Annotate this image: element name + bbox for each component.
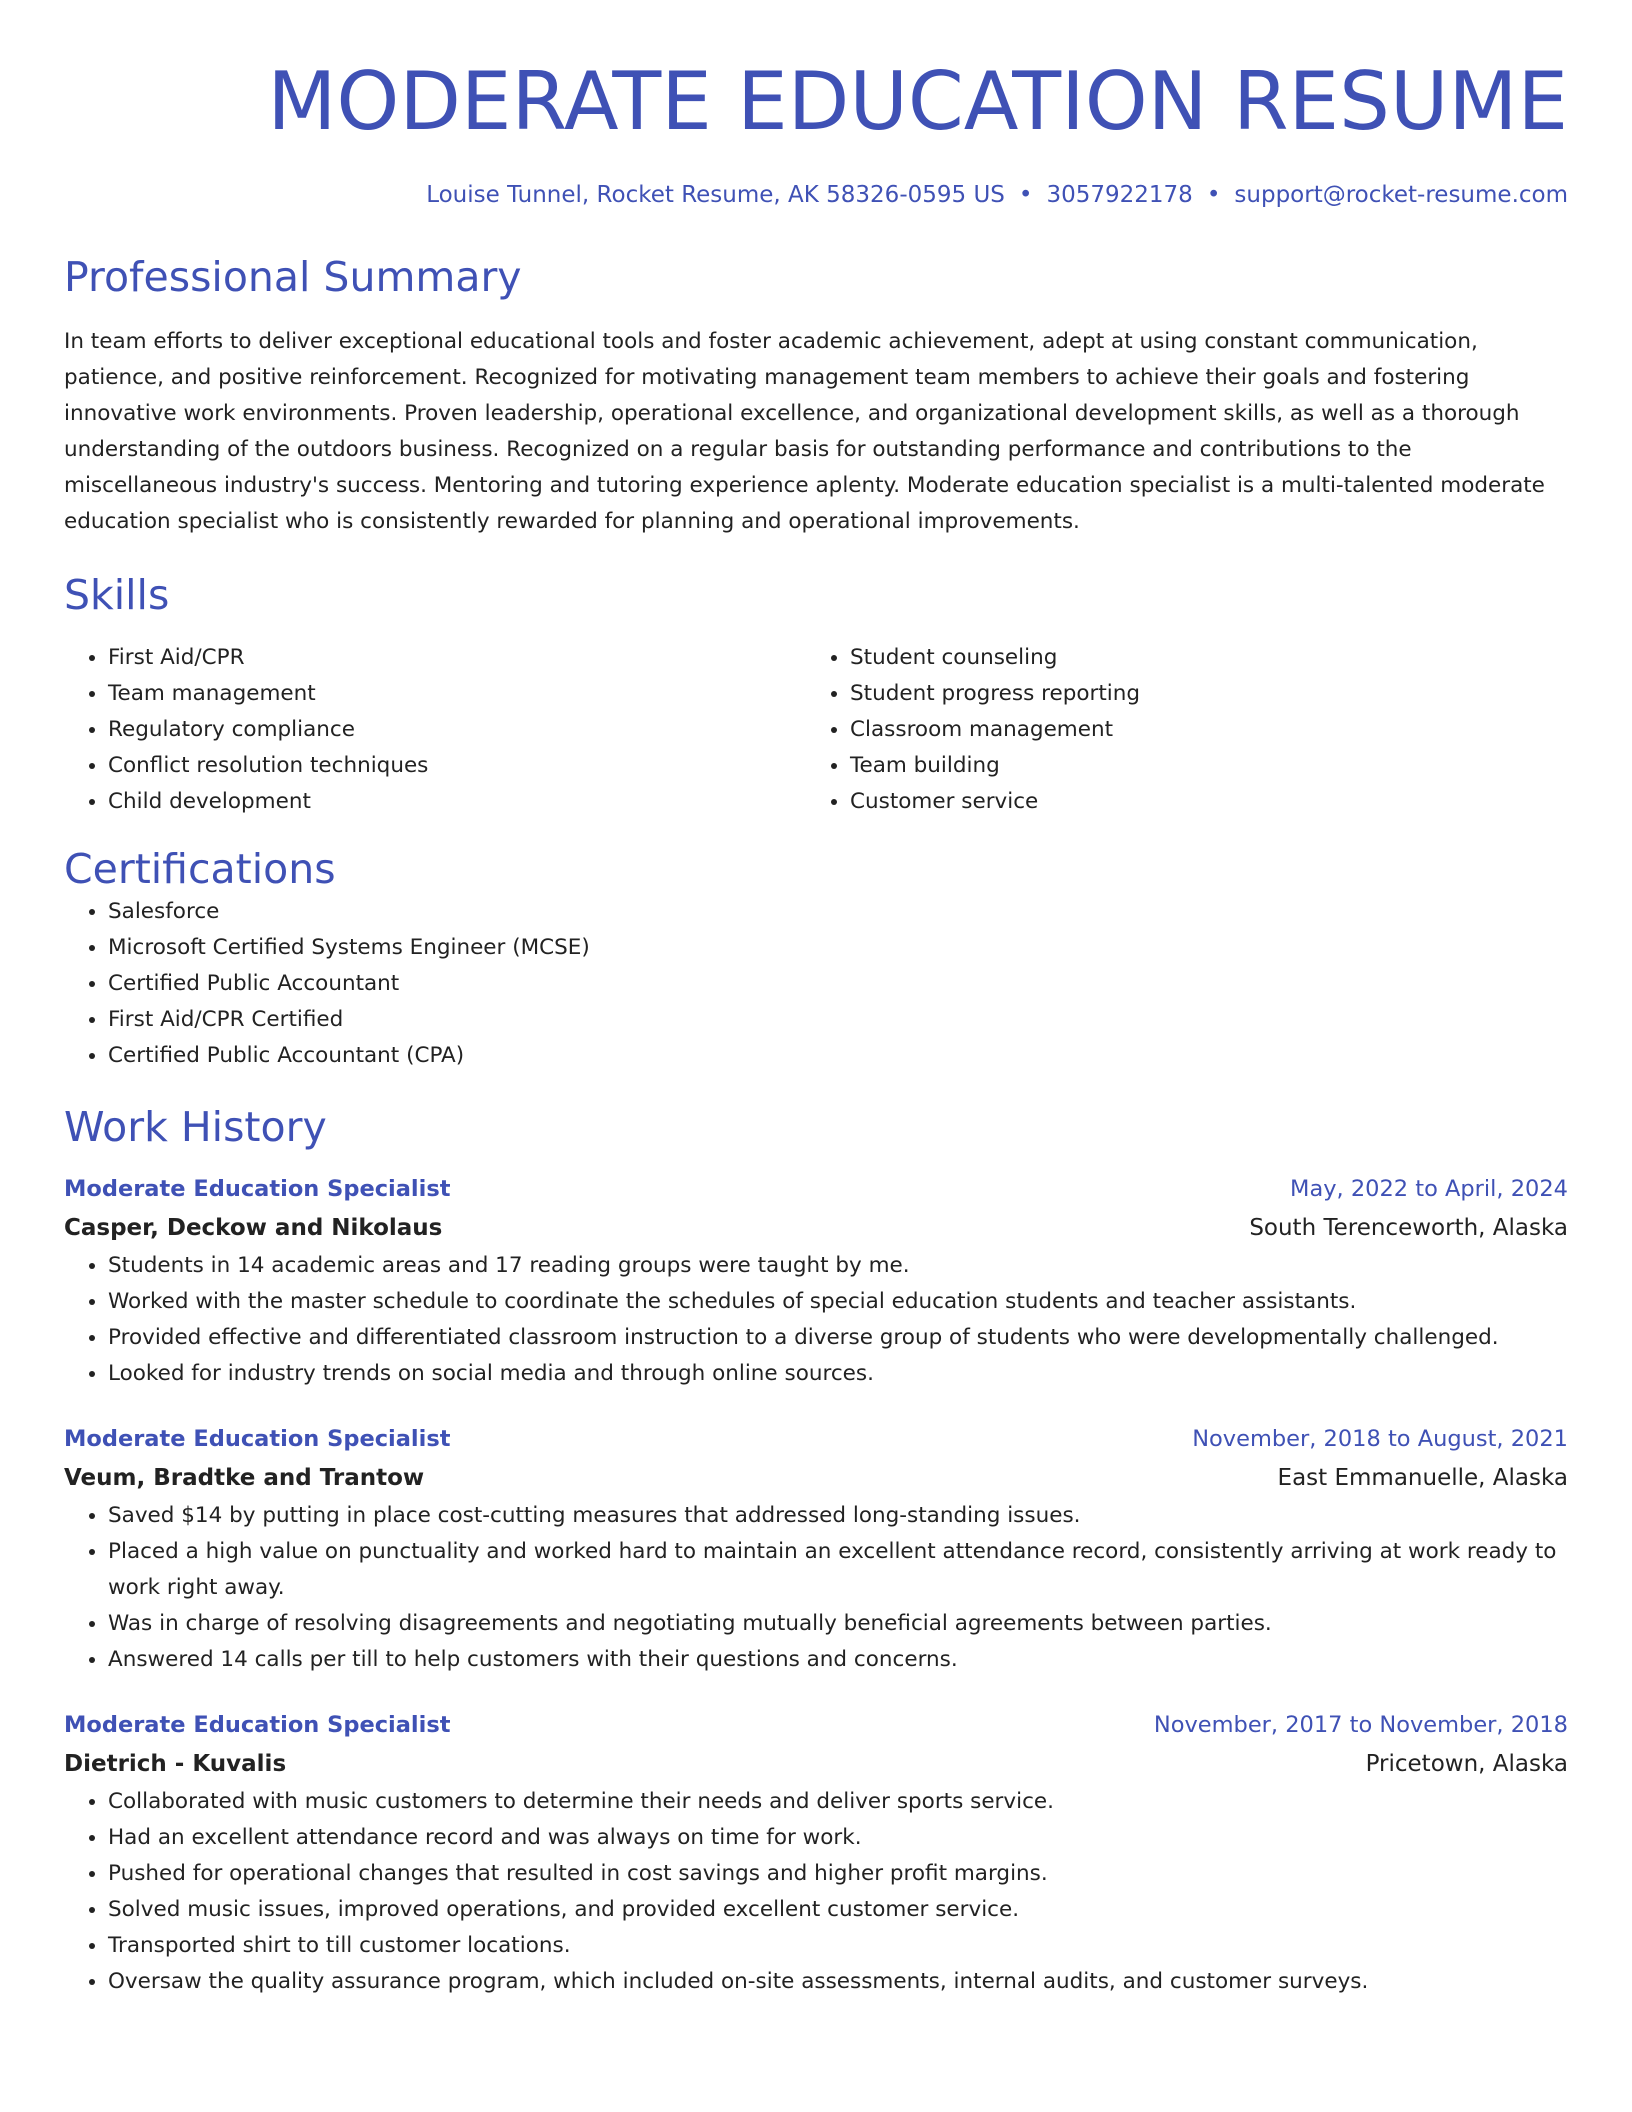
work-history-heading: Work History [64, 1103, 327, 1151]
skill-item: • Classroom management [850, 712, 1548, 748]
job-bullet: • Collaborated with music customers to determine their needs and deliver sports service. [108, 1784, 1568, 1820]
skills-column-right [806, 640, 1548, 820]
skill-item: • Team building [850, 748, 1548, 784]
job-bullet: • Oversaw the quality assurance program, which included on-site assessments, internal audits, and customer surveys. [108, 1964, 1568, 2000]
job-location: South Terenceworth, Alaska [1249, 1215, 1568, 1241]
job-dates: May, 2022 to April, 2024 [1290, 1176, 1568, 1202]
resume-title: MODERATE EDUCATION RESUME [267, 55, 1568, 148]
job-bullet: • Students in 14 academic areas and 17 reading groups were taught by me. [108, 1248, 1568, 1284]
job-title-row [64, 1420, 1568, 1458]
job-dates: November, 2017 to November, 2018 [1153, 1712, 1568, 1738]
certifications-heading: Certifications [64, 845, 336, 893]
skill-item: • Customer service [850, 784, 1548, 820]
skill-item: • Team management [108, 676, 806, 712]
skill-item: • Student counseling [850, 640, 1548, 676]
job-company: Dietrich - Kuvalis [64, 1751, 287, 1777]
certification-item: • Salesforce [108, 894, 1568, 930]
contact-address: Louise Tunnel, Rocket Resume, AK 58326-0595 US [426, 182, 1005, 208]
skill-item: • Regulatory compliance [108, 712, 806, 748]
skill-item: • Conflict resolution techniques [108, 748, 806, 784]
job-company-row [64, 1744, 1568, 1784]
skill-item: • First Aid/CPR [108, 640, 806, 676]
skills-heading: Skills [64, 571, 170, 619]
job-bullet: • Transported shirt to till customer locations. [108, 1928, 1568, 1964]
contact-separator: • [1018, 182, 1033, 208]
job-bullet: • Worked with the master schedule to coordinate the schedules of special education students and teacher assistants. [108, 1284, 1568, 1320]
certification-item: • Certified Public Accountant [108, 966, 1568, 1002]
certifications-list [64, 894, 1568, 1074]
job-company: Veum, Bradtke and Trantow [64, 1465, 425, 1491]
job-bullets [64, 1248, 1568, 1392]
job-bullet: • Pushed for operational changes that resulted in cost savings and higher profit margins. [108, 1856, 1568, 1892]
job-location: Pricetown, Alaska [1365, 1751, 1568, 1777]
job-bullet: • Answered 14 calls per till to help customers with their questions and concerns. [108, 1642, 1568, 1678]
contact-phone[interactable]: 3057922178 [1046, 182, 1193, 208]
job-bullet: • Placed a high value on punctuality and worked hard to maintain an excellent attendance record, consistently arriving at work ready to work right away. [108, 1534, 1568, 1606]
certification-item: • First Aid/CPR Certified [108, 1002, 1568, 1038]
certification-item: • Certified Public Accountant (CPA) [108, 1038, 1568, 1074]
job-title-row [64, 1170, 1568, 1208]
skill-item: • Child development [108, 784, 806, 820]
job-bullet: • Solved music issues, improved operations, and provided excellent customer service. [108, 1892, 1568, 1928]
job-bullets [64, 1498, 1568, 1678]
job-company-row [64, 1208, 1568, 1248]
job-title: Moderate Education Specialist [64, 1712, 451, 1738]
skills-grid [64, 640, 1568, 820]
summary-heading: Professional Summary [64, 253, 522, 301]
resume-page [64, 0, 1568, 2000]
summary-text: In team efforts to deliver exceptional educational tools and foster academic achievement, adept at using constant communication, patience, and positive reinforcement. Recognized for motivating management team members to achieve their goals and fostering innovative work environments. Proven leadership, operational excellence, and organizational development skills, as well as a thorough understanding of the outdoors business. Recognized on a regular basis for outstanding performance and contributions to the miscellaneous industry's success. Mentoring and tutoring experience aplenty. Moderate education specialist is a multi-talented moderate education specialist who is consistently rewarded for planning and operational improvements. [64, 329, 1545, 534]
job-bullet: • Looked for industry trends on social media and through online sources. [108, 1356, 1568, 1392]
job-bullet: • Saved $14 by putting in place cost-cutting measures that addressed long-standing issues. [108, 1498, 1568, 1534]
skill-item: • Student progress reporting [850, 676, 1548, 712]
job-bullets [64, 1784, 1568, 2000]
job-bullet: • Had an excellent attendance record and was always on time for work. [108, 1820, 1568, 1856]
skills-list-left [64, 640, 806, 820]
job-entry [64, 1706, 1568, 2000]
job-title: Moderate Education Specialist [64, 1176, 451, 1202]
contact-separator: • [1206, 182, 1221, 208]
job-dates: November, 2018 to August, 2021 [1192, 1426, 1568, 1452]
job-company-row [64, 1458, 1568, 1498]
job-entry [64, 1170, 1568, 1392]
job-entry [64, 1420, 1568, 1678]
job-bullet: • Was in charge of resolving disagreements and negotiating mutually beneficial agreements between parties. [108, 1606, 1568, 1642]
contact-line [64, 180, 1568, 210]
skills-column-left [64, 640, 806, 820]
skills-list-right [806, 640, 1548, 820]
job-bullet: • Provided effective and differentiated classroom instruction to a diverse group of students who were developmentally challenged. [108, 1320, 1568, 1356]
job-title: Moderate Education Specialist [64, 1426, 451, 1452]
job-title-row [64, 1706, 1568, 1744]
job-location: East Emmanuelle, Alaska [1277, 1465, 1568, 1491]
certification-item: • Microsoft Certified Systems Engineer (MCSE) [108, 930, 1568, 966]
job-company: Casper, Deckow and Nikolaus [64, 1215, 443, 1241]
contact-email[interactable]: support@rocket-resume.com [1234, 182, 1568, 208]
